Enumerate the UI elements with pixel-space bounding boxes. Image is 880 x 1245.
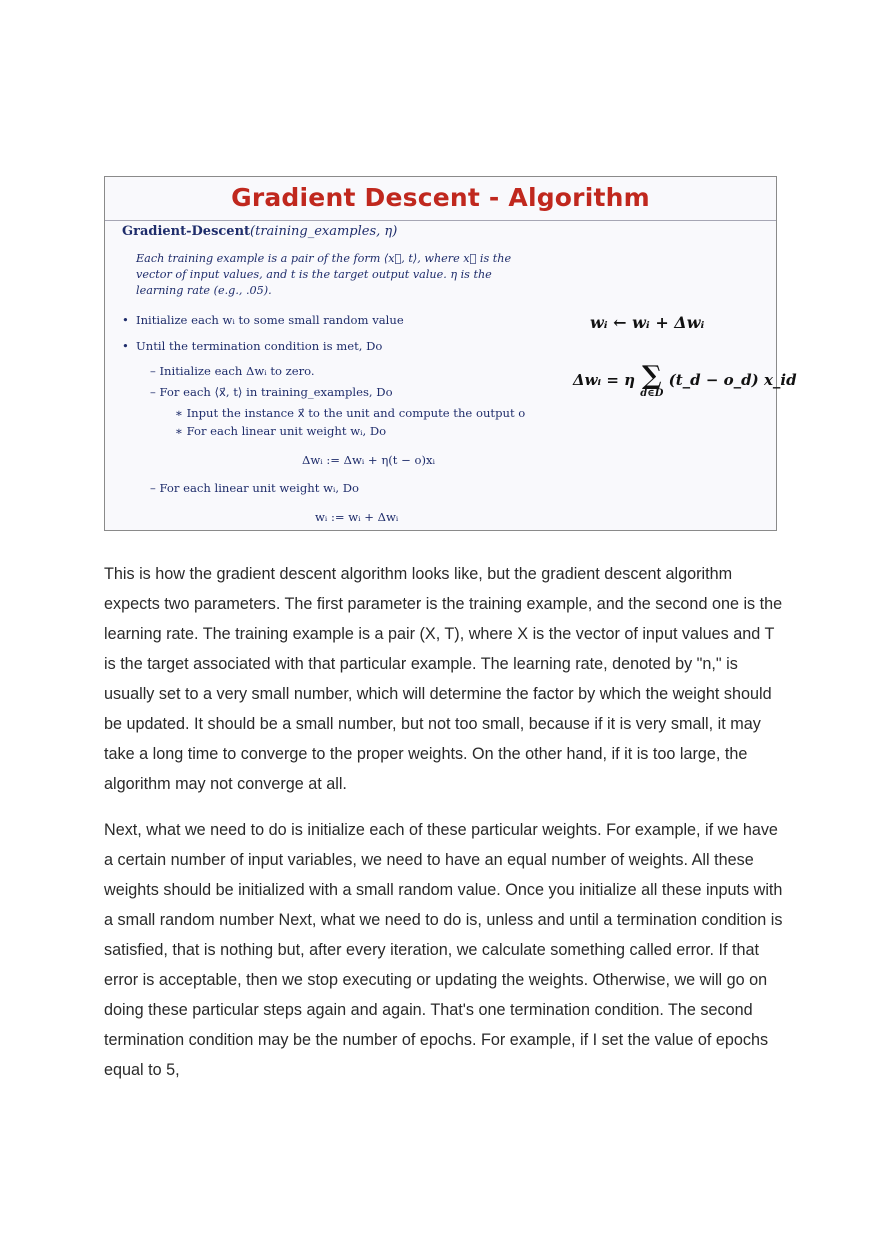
- slide-title: Gradient Descent - Algorithm: [231, 183, 650, 212]
- summation: [640, 363, 663, 399]
- slide-title-divider: [105, 220, 776, 221]
- bullet-icon: •: [122, 313, 129, 327]
- step-delta-update-formula: Δwᵢ := Δwᵢ + η(t − o)xᵢ: [302, 453, 435, 467]
- delta-formula-left: Δwᵢ = η: [573, 371, 636, 389]
- algorithm-arguments: (training_examples, η): [250, 224, 398, 239]
- step-until-termination: [122, 339, 382, 353]
- algorithm-description: Each training example is a pair of the form ⟨x⃗, t⟩, where x⃗ is the vector of input values, and t is the target output value. η is the learning rate (e.g., .05).: [136, 252, 512, 297]
- algorithm-slide-image: [104, 176, 797, 531]
- step-compute-output: ∗ Input the instance x⃗ to the unit and compute the output o: [175, 406, 526, 420]
- step-for-each-weight-outer: – For each linear unit weight wᵢ, Do: [150, 481, 360, 495]
- weight-update-formula: wᵢ ← wᵢ + Δwᵢ: [590, 313, 705, 332]
- step-text: Until the termination condition is met, Do: [136, 339, 383, 353]
- algorithm-name: Gradient-Descent: [122, 224, 251, 239]
- summation-subscript: d∈D: [640, 388, 664, 399]
- step-for-each-weight-inner: ∗ For each linear unit weight wᵢ, Do: [175, 424, 387, 438]
- summation-sign: ∑: [642, 361, 662, 391]
- bullet-icon: •: [122, 339, 129, 353]
- step-initialize-weights: [122, 313, 404, 327]
- delta-weight-formula: [573, 363, 797, 399]
- step-initialize-delta: – Initialize each Δwᵢ to zero.: [150, 364, 315, 378]
- step-for-each-example: – For each ⟨x⃗, t⟩ in training_examples, Do: [150, 385, 393, 399]
- paragraph-1: This is how the gradient descent algorithm looks like, but the gradient descent algorithm expects two parameters. The first parameter is the training example, and the second one is the learning rate. The training example is a pair (X, T), where X is the vector of input values and T is the target associated with that particular example. The learning rate, denoted by "n," is usually set to a very small number, which will determine the factor by which the weight should be updated. It should be a small number, but not too small, because if it is very small, it may take a long time to converge to the proper weights. On the other hand, if it is too large, the algorithm may not converge at all.: [104, 565, 783, 793]
- paragraph-2: Next, what we need to do is initialize each of these particular weights. For example, if we have a certain number of input variables, we need to have an equal number of weights. All these weights should be initialized with a small random value. Once you initialize all these inputs with a small random number Next, what we need to do is, unless and until a termination condition is satisfied, that is nothing but, after every iteration, we calculate something called error. If that error is acceptable, then we stop executing or updating the weights. Otherwise, we will go on doing these particular steps again and again. That's one termination condition. The second termination condition may be the number of epochs. For example, if I set the value of epochs equal to 5,: [104, 821, 783, 1079]
- step-weight-update-formula: wᵢ := wᵢ + Δwᵢ: [315, 510, 399, 524]
- delta-formula-right: (t_d − o_d) x_id: [668, 371, 797, 389]
- algorithm-signature: [122, 224, 397, 239]
- step-text: Initialize each wᵢ to some small random value: [136, 313, 404, 327]
